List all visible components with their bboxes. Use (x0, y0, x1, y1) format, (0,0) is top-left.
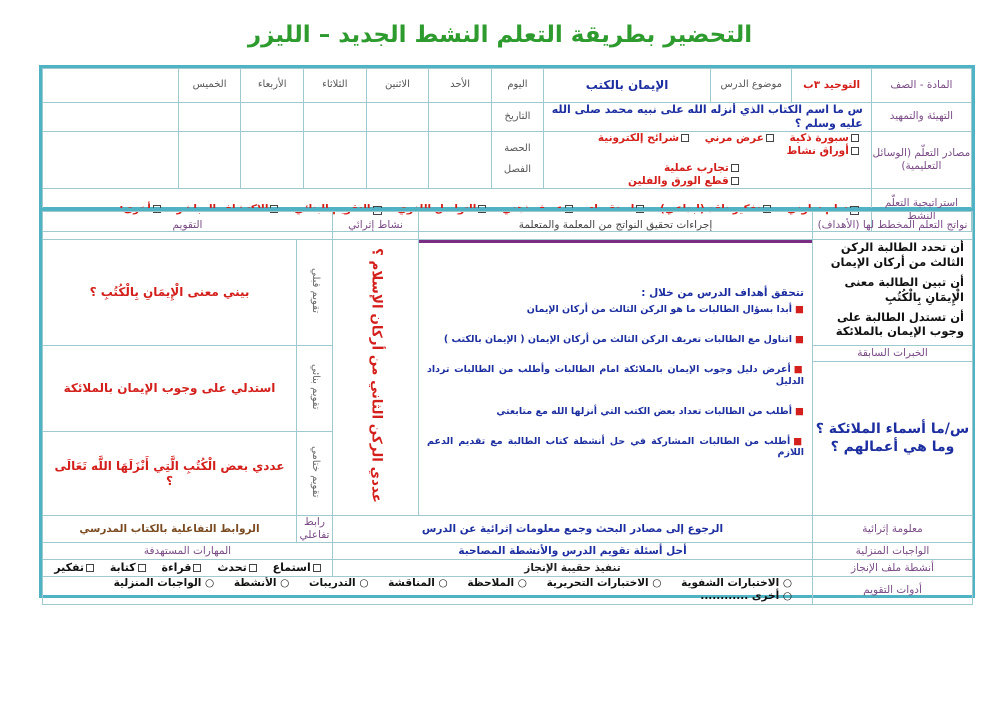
period-cell (178, 131, 241, 189)
day-label: اليوم (491, 69, 543, 103)
interactive-label: رابط تفاعلي (297, 516, 333, 543)
objective-item: أن تبين الطالبة معنى الْإِيمَانِ بِالْكُتُبِ (844, 275, 964, 304)
procedures-cell (419, 240, 813, 516)
period-cell (429, 131, 492, 189)
strategy-option: تفكير ناقد (ابداعي) (660, 203, 771, 215)
period-class-labels (491, 131, 543, 189)
checkbox-icon[interactable] (193, 564, 201, 572)
day-sunday: الأحد (429, 69, 492, 103)
page-title: التحضير بطريقة التعلم النشط الجديد – الليزر (247, 22, 753, 48)
skill-option: تحدث (217, 561, 256, 574)
enrich-info-label: معلومة إثرائية (813, 516, 973, 543)
resource-option: سبورة ذكية (790, 132, 859, 144)
lesson-info-section (39, 65, 975, 222)
resource-option: شرائح إلكترونية (598, 132, 689, 144)
procedure-step: ■أطلب من الطالبات المشاركة في حل أنشطة كتاب الطالبة مع تقديم الدعم اللازم (427, 435, 804, 459)
outcomes-header: نواتج التعلم المخطط لها (الأهداف) (813, 212, 973, 240)
objective-item: أن تحدد الطالبة الركن الثالث من أركان الإيمان (830, 240, 964, 269)
lesson-body-section (39, 208, 975, 603)
topic-value: الإيمان بالكتب (544, 69, 711, 103)
day-thursday: الخميس (178, 69, 241, 103)
tool-option: ○ المناقشة (388, 577, 448, 590)
day-wednesday: الأربعاء (241, 69, 304, 103)
date-cell (43, 103, 179, 132)
date-cell (241, 103, 304, 132)
period-label: الحصة (504, 143, 531, 155)
skill-option: استماع (273, 561, 321, 574)
tool-option: ○ الأنشطة (233, 577, 290, 590)
procedure-step: ■اتناول مع الطالبات تعريف الركن الثالث من أركان الإيمان ( الإيمان بالكتب ) (443, 334, 804, 345)
checkbox-icon[interactable] (681, 134, 689, 142)
tool-option: ○ الواجبات المنزلية (113, 577, 215, 590)
checkbox-icon[interactable] (851, 147, 859, 155)
procedure-step: ■أبدا بسؤال الطالبات ما هو الركن الثالث من أركان الإيمان (526, 304, 804, 316)
date-cell (304, 103, 367, 132)
portfolio-value: تنفيذ حقيبة الإنجاز (333, 560, 813, 577)
strategy-option: الاكتشاف المباشر (176, 203, 278, 215)
evaluation-header: التقويم (43, 212, 333, 240)
tool-option: ○ أخرى ............ (700, 590, 792, 603)
eval-type: تقويم بنائي (309, 363, 321, 410)
eval-type-cell (297, 240, 333, 346)
eval-question: عددي بعض الْكُتُبِ الَّتِي أَنْزَلَهَا اللَّه تَعَالَى ؟ (43, 432, 297, 516)
period-cell (304, 131, 367, 189)
checkbox-icon[interactable] (731, 177, 739, 185)
subject-value: التوحيد ٣ب (792, 69, 871, 103)
resource-option: عرض مرني (705, 132, 774, 144)
tool-option: ○ التدريبات (309, 577, 369, 590)
enrichment-header: نشاط إثرائي (333, 212, 419, 240)
checkbox-icon[interactable] (86, 564, 94, 572)
procedures-intro: تتحقق أهداف الدرس من خلال : (641, 287, 804, 299)
checkbox-icon[interactable] (313, 564, 321, 572)
prior-label: الخبرات السابقة (813, 346, 973, 362)
skill-option: قراءة (162, 561, 202, 574)
skill-option: كتابة (110, 561, 146, 574)
day-tuesday: الثلاثاء (304, 69, 367, 103)
checkbox-icon[interactable] (731, 164, 739, 172)
objectives-list (813, 240, 973, 346)
enrichment-text: عددي الركن الثاني من أركان الإسلام ؟ (368, 247, 385, 503)
intro-label: التهيئة والتمهيد (871, 103, 971, 132)
procedure-step: ■أعرض دليل وجوب الإيمان بالملائكة امام الطالبات وأطلب من الطالبات ترداد الدليل (427, 363, 804, 387)
strategy-option: التواصل اللغوي (397, 203, 486, 215)
tools-label: أدوات التقويم (813, 577, 973, 604)
period-cell (241, 131, 304, 189)
prior-question: س/ما أسماء الملائكة ؟ وما هي أعمالهم ؟ (813, 362, 973, 516)
strategy-option: عصف ذهني (502, 203, 573, 215)
date-cell (366, 103, 429, 132)
checkbox-checked-icon[interactable]: ✓ (850, 206, 858, 216)
skill-option: تفكير (54, 561, 94, 574)
tools-options (43, 577, 813, 604)
date-cell (429, 103, 492, 132)
portfolio-label: أنشطة ملف الإنجاز (813, 560, 973, 577)
eval-type-cell (297, 432, 333, 516)
period-cell (43, 131, 179, 189)
checkbox-icon[interactable] (766, 134, 774, 142)
homework-value: أحل أسئلة تقويم الدرس والأنشطة المصاحبة (333, 543, 813, 560)
enrich-info-value: الرجوع إلى مصادر البحث وجمع معلومات إثرائية عن الدرس (333, 516, 813, 543)
tool-option: ○ الاختبارات التحريرية (546, 577, 662, 590)
tool-option: ○ الاختبارات الشفوية (681, 577, 792, 590)
strategy-option: ✓تعلم تعاوني (786, 203, 858, 216)
skills-options (43, 560, 333, 577)
spare-cell (43, 69, 179, 103)
checkbox-icon[interactable] (851, 134, 859, 142)
eval-type: تقويم ختامي (309, 445, 321, 498)
eval-question: بيني معنى الْإِيمَانِ بِالْكُتُبِ ؟ (43, 240, 297, 346)
skills-label: المهارات المستهدفة (43, 543, 333, 560)
procedures-header: إجراءات تحقيق النواتج من المعلمة والمتعلمة (419, 212, 813, 240)
resource-option: أوراق نشاط (787, 145, 859, 157)
eval-question: استدلي على وجوب الإيمان بالملائكة (43, 346, 297, 432)
checkbox-icon[interactable] (138, 564, 146, 572)
class-label: الفصل (503, 163, 532, 175)
eval-type-cell (297, 346, 333, 432)
resources-label: مصادر التعلّم (الوسائل التعليمية) (871, 131, 971, 189)
resources-options (544, 131, 872, 189)
period-cell (366, 131, 429, 189)
interactive-value[interactable]: الروابط التفاعلية بالكتاب المدرسي (43, 516, 297, 543)
checkbox-icon[interactable] (249, 564, 257, 572)
strategies-label: استراتيجية التعلّم النشط (871, 189, 971, 232)
day-monday: الاثنين (366, 69, 429, 103)
enrichment-cell (333, 240, 419, 516)
homework-label: الواجبات المنزلية (813, 543, 973, 560)
divider (419, 240, 812, 243)
checkbox-checked-icon[interactable]: ✓ (373, 206, 381, 216)
strategy-option: ✓التقويم البنائي (294, 203, 381, 216)
strategy-option: استقصاء (589, 203, 644, 215)
topic-label: موضوع الدرس (711, 69, 792, 103)
date-cell (178, 103, 241, 132)
intro-question: س ما اسم الكتاب الذي أنزله الله على نبيه محمد صلى الله عليه وسلم ؟ (544, 103, 872, 132)
objective-item: أن تستدل الطالبة على وجوب الإيمان بالملائكة (835, 309, 964, 339)
subject-label: المادة - الصف (871, 69, 971, 103)
eval-type: تقويم قبلي (309, 267, 321, 313)
tool-option: ○ الملاحظة (467, 577, 527, 590)
resource-option: تجارب عملية (664, 162, 739, 174)
date-label: التاريخ (491, 103, 543, 132)
resource-option: قطع الورق والفلين (628, 175, 739, 187)
procedure-step: ■أطلب من الطالبات تعداد بعض الكتب التي أنزلها الله مع متابعتي (496, 405, 804, 417)
strategy-option: أخرى: .......... (76, 203, 161, 215)
